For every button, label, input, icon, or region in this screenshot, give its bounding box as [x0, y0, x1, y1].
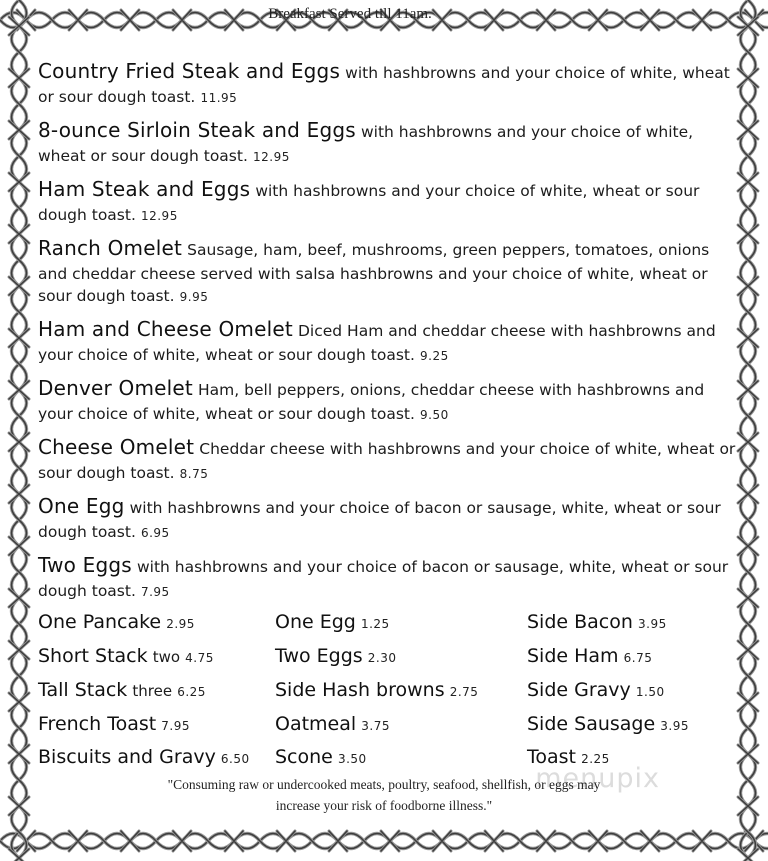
side-item	[527, 680, 740, 702]
disclaimer-line-2: increase your risk of foodborne illness."	[275, 797, 493, 813]
item-name: Toast	[527, 746, 576, 769]
side-item	[275, 680, 527, 702]
item-price: 3.50	[337, 752, 367, 767]
item-name: 8-ounce Sirloin Steak and Eggs	[38, 117, 356, 142]
item-price: 2.95	[166, 617, 195, 632]
item-name: Side Sausage	[527, 712, 656, 735]
item-price: 3.75	[361, 718, 390, 733]
menu-item	[38, 434, 740, 484]
side-item	[527, 646, 740, 668]
item-price: 9.50	[420, 407, 449, 422]
item-price: 11.95	[200, 90, 238, 105]
menu-item	[38, 552, 740, 602]
sides-column-2	[275, 612, 527, 781]
item-price: 7.95	[161, 718, 191, 733]
side-item	[527, 714, 740, 736]
item-name: Two Eggs	[38, 553, 132, 578]
item-name: Country Fried Steak and Eggs	[38, 59, 341, 83]
menu-item	[38, 117, 740, 167]
item-price: 2.25	[581, 752, 610, 767]
item-desc: with hashbrowns and your choice of white, wheat or sour dough toast.	[38, 64, 730, 106]
item-price: 12.95	[140, 208, 178, 223]
page-title: Breakfast Served till 11am.	[268, 6, 432, 22]
menu-item	[38, 235, 740, 307]
menu-item	[38, 58, 740, 108]
item-name: Two Eggs	[275, 644, 363, 667]
item-desc: with hashbrowns and your choice of white, wheat or sour dough toast.	[38, 181, 700, 224]
side-item	[275, 747, 527, 769]
item-name: One Egg	[38, 494, 125, 519]
item-price: 3.95	[660, 718, 689, 733]
item-name: Short Stack	[38, 644, 148, 667]
item-qualifier: three	[132, 681, 173, 700]
item-name: Scone	[275, 746, 333, 769]
sides-column-1	[38, 612, 275, 781]
item-name: Denver Omelet	[38, 376, 193, 401]
item-name: One Egg	[275, 611, 356, 634]
side-item	[38, 680, 275, 702]
side-item	[527, 612, 740, 634]
item-price: 9.25	[420, 348, 449, 363]
side-item	[38, 612, 275, 634]
disclaimer	[60, 775, 708, 817]
item-name: Side Bacon	[527, 611, 633, 634]
side-item	[38, 714, 275, 736]
item-price: 7.95	[140, 584, 170, 599]
menu-body	[38, 58, 740, 781]
side-item	[38, 747, 275, 769]
sides-columns	[38, 612, 740, 781]
watermark: menupix	[535, 763, 660, 794]
item-price: 3.95	[638, 617, 667, 632]
item-name: One Pancake	[38, 611, 162, 634]
menu-item	[38, 375, 740, 425]
item-name: Side Gravy	[527, 678, 631, 701]
item-desc: Diced Ham and cheddar cheese with hashbrowns and your choice of white, wheat or sour dough toast.	[38, 322, 716, 364]
item-price: 2.75	[449, 684, 479, 699]
item-qualifier: two	[152, 647, 181, 666]
item-name: Ranch Omelet	[38, 235, 183, 260]
item-desc: with hashbrowns and your choice of white, wheat or sour dough toast.	[38, 122, 694, 165]
item-name: Ham and Cheese Omelet	[38, 317, 293, 342]
menu-item	[38, 316, 740, 366]
item-name: Oatmeal	[275, 712, 357, 735]
item-desc: Ham, bell peppers, onions, cheddar cheese with hashbrowns and your choice of white, wheat or sour dough toast.	[38, 381, 705, 423]
item-name: Biscuits and Gravy	[38, 746, 216, 769]
item-desc: Sausage, ham, beef, mushrooms, green peppers, tomatoes, onions and cheddar cheese served with salsa hashbrowns and your choice of white, wheat or sour dough toast.	[38, 240, 710, 305]
item-price: 9.95	[179, 289, 209, 304]
item-price: 1.25	[360, 617, 390, 632]
item-desc: with hashbrowns and your choice of bacon or sausage, white, wheat or sour dough toast.	[38, 499, 721, 541]
item-desc: with hashbrowns and your choice of bacon or sausage, white, wheat or sour dough toast.	[38, 558, 729, 600]
menu-item	[38, 493, 740, 543]
item-price: 12.95	[252, 149, 290, 164]
item-price: 4.75	[185, 650, 214, 665]
item-name: French Toast	[38, 712, 157, 735]
item-price: 2.30	[367, 650, 397, 665]
item-price: 1.50	[635, 684, 665, 699]
item-price: 6.50	[220, 752, 250, 767]
disclaimer-line-1: "Consuming raw or undercooked meats, poultry, seafood, shellfish, or eggs may	[167, 777, 601, 792]
item-price: 6.25	[177, 684, 206, 699]
item-price: 8.75	[179, 466, 209, 481]
item-price: 6.75	[623, 650, 653, 665]
sides-column-3	[527, 612, 740, 781]
item-price: 6.95	[140, 525, 170, 540]
side-item	[275, 646, 527, 668]
item-name: Ham Steak and Eggs	[38, 176, 251, 201]
item-name: Tall Stack	[38, 678, 128, 701]
item-name: Side Ham	[527, 644, 619, 667]
menu-item	[38, 176, 740, 226]
item-name: Side Hash browns	[275, 678, 445, 701]
side-item	[275, 714, 527, 736]
item-name: Cheese Omelet	[38, 435, 195, 460]
side-item	[275, 612, 527, 634]
side-item	[38, 646, 275, 668]
item-desc: Cheddar cheese with hashbrowns and your choice of white, wheat or sour dough toast.	[38, 440, 736, 482]
